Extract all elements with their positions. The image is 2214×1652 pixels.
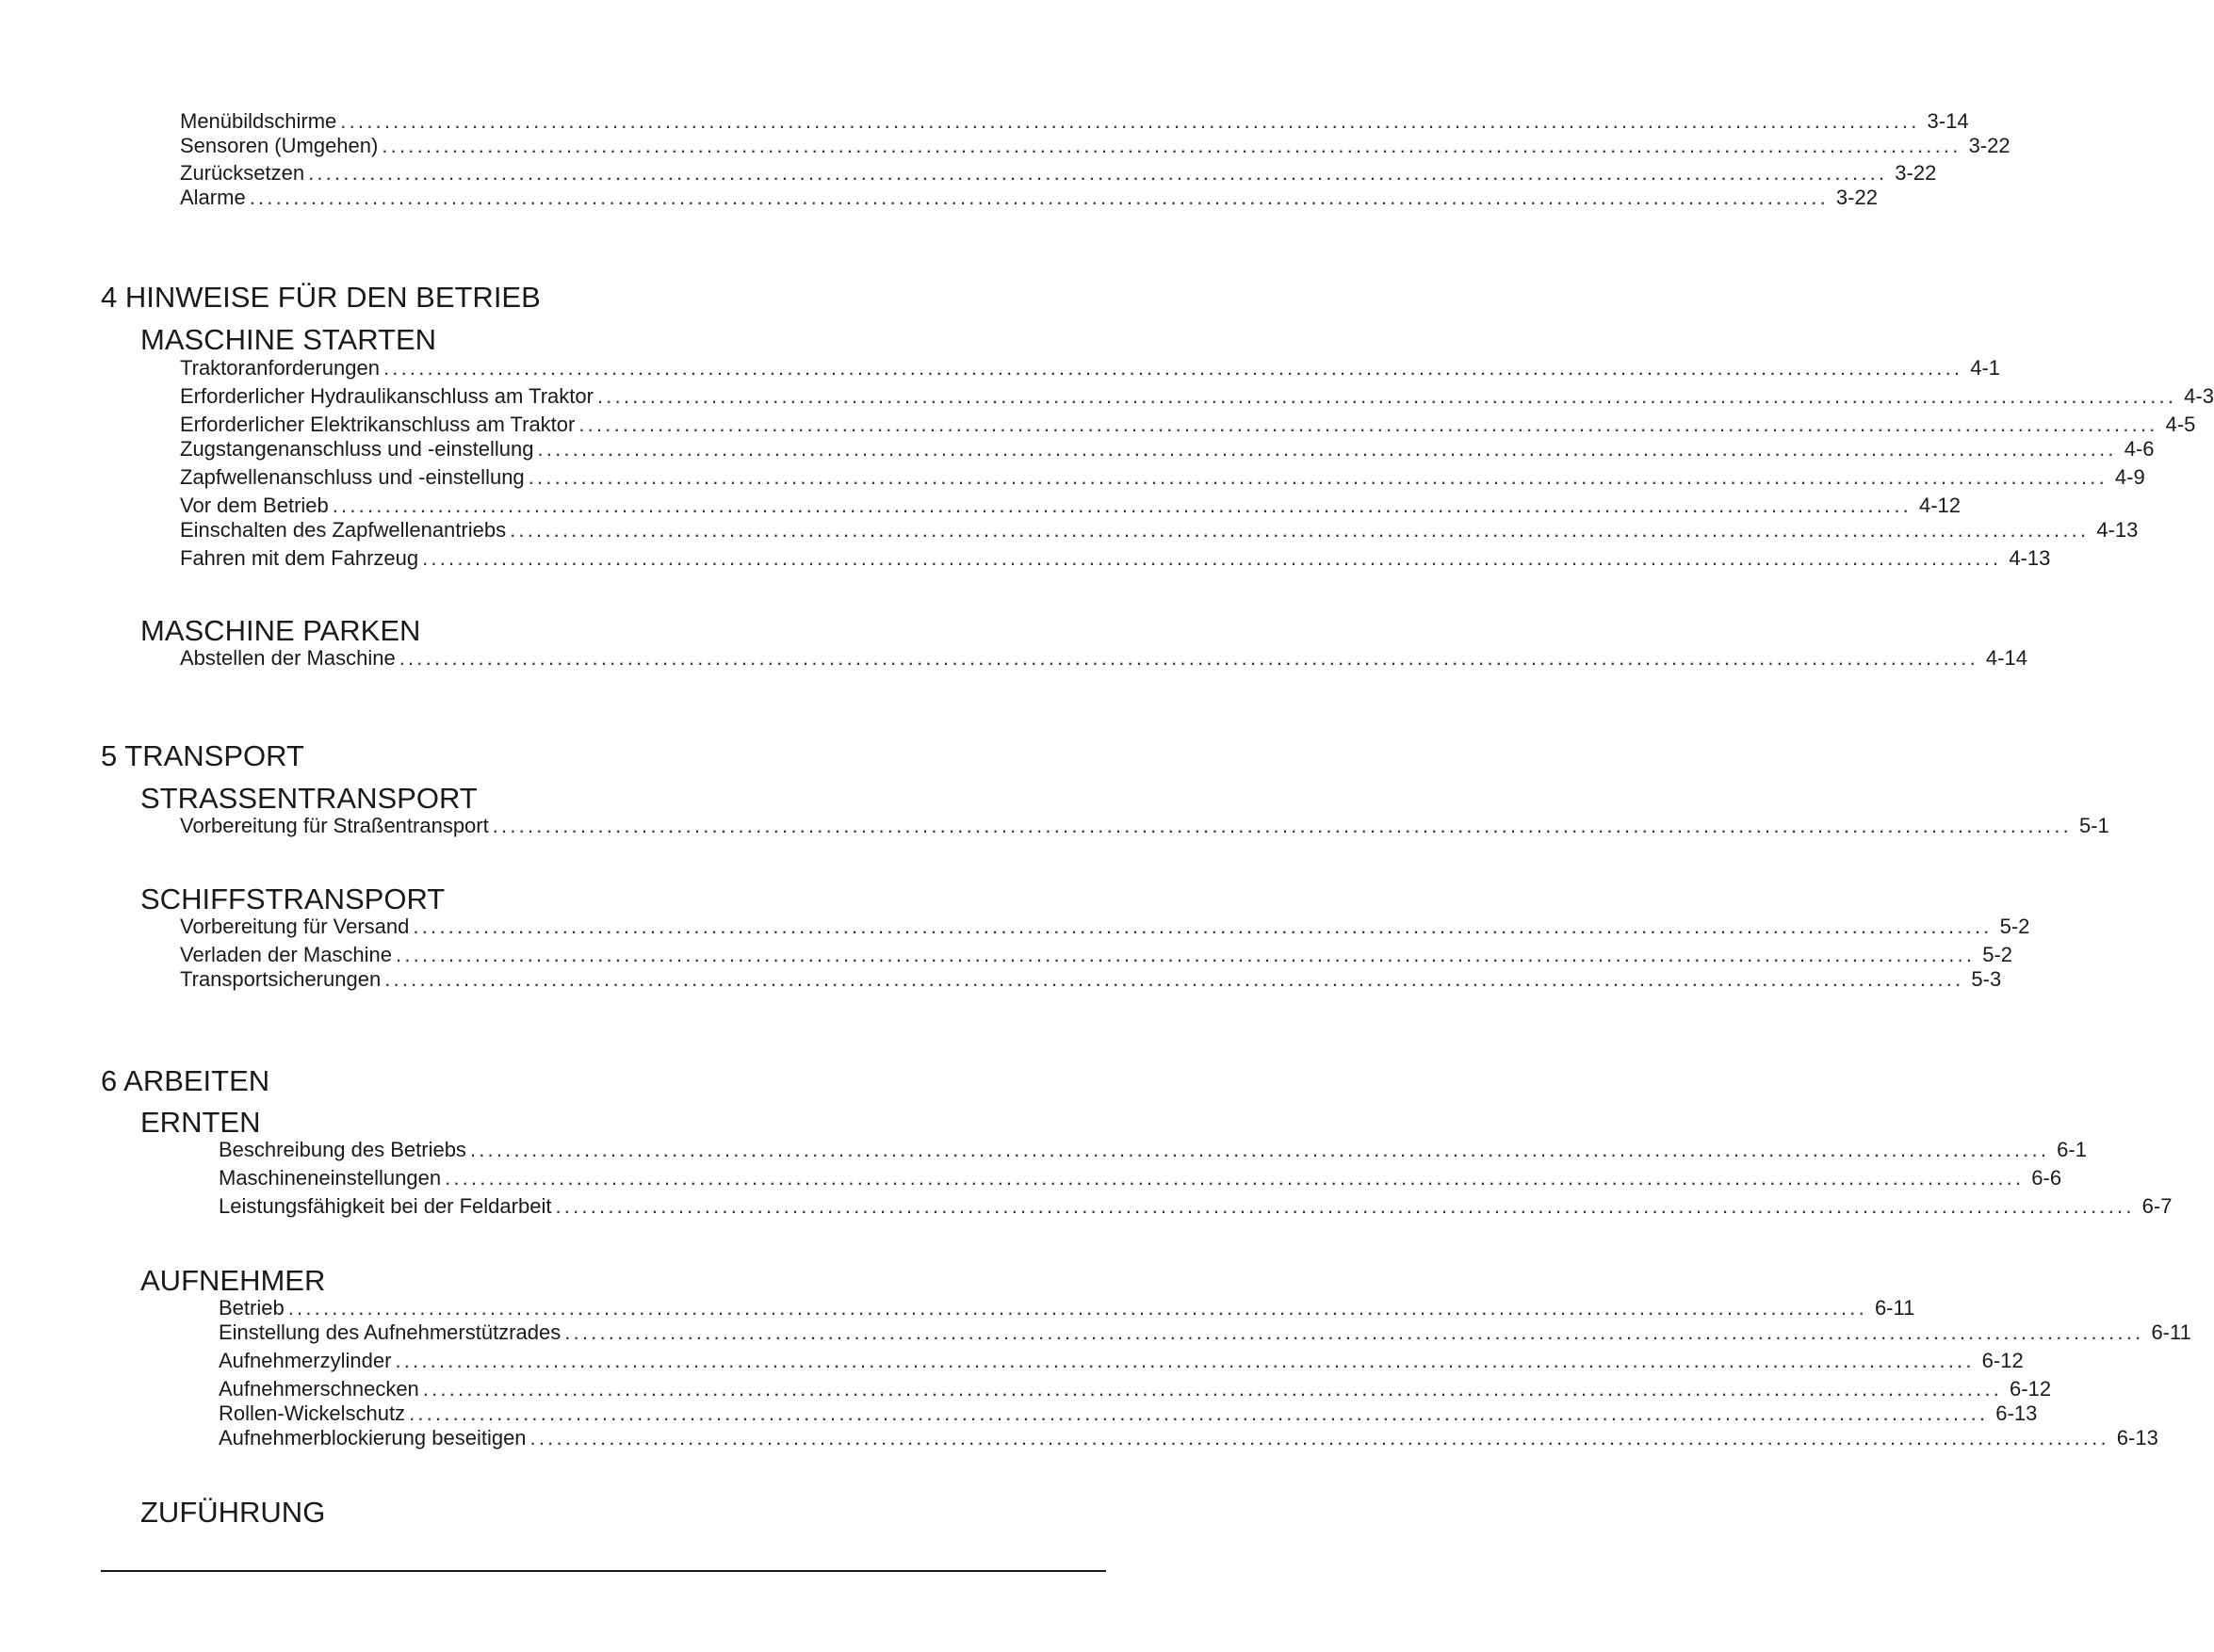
toc-entry-title: Alarme xyxy=(180,186,246,209)
toc-entry-page: 5-3 xyxy=(1971,967,2002,991)
toc-entry-title: Vor dem Betrieb xyxy=(180,494,329,517)
toc-leader: .................................................................................................................................................................................... xyxy=(413,915,1993,938)
chapter-heading: 6 ARBEITEN xyxy=(101,1064,270,1097)
toc-leader: .................................................................................................................................................................................... xyxy=(422,1377,2003,1401)
toc-entry[interactable] xyxy=(219,1349,2024,1373)
toc-entry-title: Aufnehmerzylinder xyxy=(219,1349,392,1372)
toc-entry-page: 3-22 xyxy=(1968,134,2011,157)
toc-entry[interactable] xyxy=(180,134,2011,158)
footer-rule xyxy=(101,1570,1106,1572)
toc-leader: .................................................................................................................................................................................... xyxy=(409,1401,1989,1425)
toc-entry-title: Aufnehmerblockierung beseitigen xyxy=(219,1426,527,1450)
toc-leader: .................................................................................................................................................................................... xyxy=(308,161,1888,185)
toc-leader: .................................................................................................................................................................................... xyxy=(596,384,2177,408)
toc-entry-title: Transportsicherungen xyxy=(180,967,382,991)
toc-leader: .................................................................................................................................................................................... xyxy=(249,186,1829,209)
toc-entry[interactable] xyxy=(219,1138,2087,1162)
toc-entry-title: Fahren mit dem Fahrzeug xyxy=(180,546,419,570)
toc-leader: .................................................................................................................................................................................... xyxy=(396,943,1976,966)
section-heading: MASCHINE PARKEN xyxy=(140,614,421,647)
toc-leader: .................................................................................................................................................................................... xyxy=(528,465,2108,489)
toc-leader: .................................................................................................................................................................................... xyxy=(578,413,2158,436)
toc-entry[interactable] xyxy=(219,1166,2062,1190)
toc-entry-title: Traktoranforderungen xyxy=(180,356,380,380)
toc-entry[interactable] xyxy=(180,494,1962,518)
toc-entry[interactable] xyxy=(180,465,2145,490)
toc-entry-title: Abstellen der Maschine xyxy=(180,646,396,670)
toc-leader: .................................................................................................................................................................................... xyxy=(382,134,1962,157)
toc-entry[interactable] xyxy=(219,1377,2052,1401)
toc-entry-title: Vorbereitung für Versand xyxy=(180,915,410,938)
toc-entry-title: Betrieb xyxy=(219,1296,285,1320)
toc-leader: .................................................................................................................................................................................... xyxy=(537,437,2117,461)
toc-entry-page: 6-13 xyxy=(1995,1401,2038,1425)
toc-leader: .................................................................................................................................................................................... xyxy=(445,1166,2025,1190)
toc-entry-page: 4-3 xyxy=(2184,384,2214,408)
toc-entry-page: 3-14 xyxy=(1927,109,1969,133)
toc-entry-page: 6-12 xyxy=(1981,1349,2024,1372)
toc-entry-page: 6-11 xyxy=(1874,1296,1915,1320)
toc-entry-title: Einschalten des Zapfwellenantriebs xyxy=(180,518,507,542)
chapter-heading: 4 HINWEISE FÜR DEN BETRIEB xyxy=(101,281,541,314)
toc-entry-title: Verladen der Maschine xyxy=(180,943,393,966)
toc-entry-title: Beschreibung des Betriebs xyxy=(219,1138,466,1161)
toc-leader: .................................................................................................................................................................................... xyxy=(422,546,2002,570)
toc-entry-page: 3-22 xyxy=(1835,186,1878,209)
toc-entry[interactable] xyxy=(219,1296,1915,1320)
toc-leader: .................................................................................................................................................................................... xyxy=(492,814,2072,837)
toc-entry-title: Erforderlicher Hydraulikanschluss am Traktor xyxy=(180,384,594,408)
toc-entry-page: 6-13 xyxy=(2116,1426,2158,1450)
section-heading: ERNTEN xyxy=(140,1106,261,1139)
toc-entry-title: Maschineneinstellungen xyxy=(219,1166,442,1190)
toc-entry[interactable] xyxy=(180,943,2013,967)
toc-entry[interactable] xyxy=(180,161,1937,186)
toc-leader: .................................................................................................................................................................................... xyxy=(332,494,1912,517)
toc-entry[interactable] xyxy=(180,356,2000,381)
section-heading: MASCHINE STARTEN xyxy=(140,323,437,356)
toc-entry[interactable] xyxy=(180,646,2027,671)
toc-entry[interactable] xyxy=(219,1320,2191,1345)
toc-entry-title: Sensoren (Umgehen) xyxy=(180,134,379,157)
toc-entry-page: 3-22 xyxy=(1895,161,1937,185)
toc-entry-page: 4-5 xyxy=(2165,413,2196,436)
toc-entry-title: Vorbereitung für Straßentransport xyxy=(180,814,489,837)
toc-entry[interactable] xyxy=(180,413,2196,437)
section-heading: SCHIFFSTRANSPORT xyxy=(140,883,446,915)
toc-entry-title: Zugstangenanschluss und -einstellung xyxy=(180,437,534,461)
toc-entry[interactable] xyxy=(180,518,2139,543)
toc-entry[interactable] xyxy=(219,1401,2038,1426)
toc-entry-page: 4-6 xyxy=(2124,437,2155,461)
toc-entry-page: 4-1 xyxy=(1970,356,2000,380)
toc-entry-title: Rollen-Wickelschutz xyxy=(219,1401,406,1425)
toc-entry[interactable] xyxy=(180,109,1969,134)
toc-leader: .................................................................................................................................................................................... xyxy=(399,646,1978,670)
toc-entry-title: Einstellung des Aufnehmerstützrades xyxy=(219,1320,562,1344)
toc-entry-page: 4-13 xyxy=(2096,518,2139,542)
toc-leader: .................................................................................................................................................................................... xyxy=(383,356,1963,380)
toc-entry-page: 4-9 xyxy=(2114,465,2145,489)
toc-leader: .................................................................................................................................................................................... xyxy=(340,109,1920,133)
chapter-heading: 5 TRANSPORT xyxy=(101,739,304,772)
toc-entry-title: Menübildschirme xyxy=(180,109,337,133)
toc-entry-page: 6-6 xyxy=(2031,1166,2062,1190)
toc-entry-page: 6-1 xyxy=(2057,1138,2087,1161)
toc-leader: .................................................................................................................................................................................... xyxy=(395,1349,1975,1372)
toc-entry-page: 4-12 xyxy=(1918,494,1962,517)
section-heading: ZUFÜHRUNG xyxy=(140,1496,326,1529)
toc-entry[interactable] xyxy=(180,915,2030,939)
toc-entry[interactable] xyxy=(180,967,2002,992)
toc-entry-page: 5-2 xyxy=(1999,915,2030,938)
toc-entry-title: Leistungsfähigkeit bei der Feldarbeit xyxy=(219,1194,552,1218)
toc-leader: .................................................................................................................................................................................... xyxy=(469,1138,2050,1161)
toc-entry[interactable] xyxy=(180,384,2214,409)
section-heading: AUFNEHMER xyxy=(140,1264,326,1297)
toc-leader: .................................................................................................................................................................................... xyxy=(287,1296,1867,1320)
section-heading: STRASSENTRANSPORT xyxy=(140,782,478,815)
toc-entry-title: Zapfwellenanschluss und -einstellung xyxy=(180,465,525,489)
toc-entry-page: 4-14 xyxy=(1985,646,2027,670)
toc-entry-page: 5-2 xyxy=(1982,943,2013,966)
toc-entry-page: 5-1 xyxy=(2078,814,2109,837)
toc-entry-page: 6-11 xyxy=(2151,1320,2191,1344)
toc-leader: .................................................................................................................................................................................... xyxy=(510,518,2090,542)
toc-entry[interactable] xyxy=(219,1426,2158,1450)
toc-entry[interactable] xyxy=(180,186,1878,210)
toc-entry[interactable] xyxy=(180,546,2051,571)
toc-entry-title: Aufnehmerschnecken xyxy=(219,1377,419,1401)
toc-leader: .................................................................................................................................................................................... xyxy=(384,967,1964,991)
toc-entry-page: 6-7 xyxy=(2141,1194,2173,1218)
toc-leader: .................................................................................................................................................................................... xyxy=(529,1426,2109,1450)
toc-leader: .................................................................................................................................................................................... xyxy=(555,1194,2135,1218)
toc-entry-page: 4-13 xyxy=(2009,546,2051,570)
toc-entry[interactable] xyxy=(180,814,2109,838)
toc-entry-title: Zurücksetzen xyxy=(180,161,305,185)
toc-entry[interactable] xyxy=(219,1194,2173,1219)
toc-entry-page: 6-12 xyxy=(2010,1377,2052,1401)
toc-leader: .................................................................................................................................................................................... xyxy=(564,1320,2144,1344)
toc-entry[interactable] xyxy=(180,437,2155,462)
toc-entry-title: Erforderlicher Elektrikanschluss am Traktor xyxy=(180,413,576,436)
